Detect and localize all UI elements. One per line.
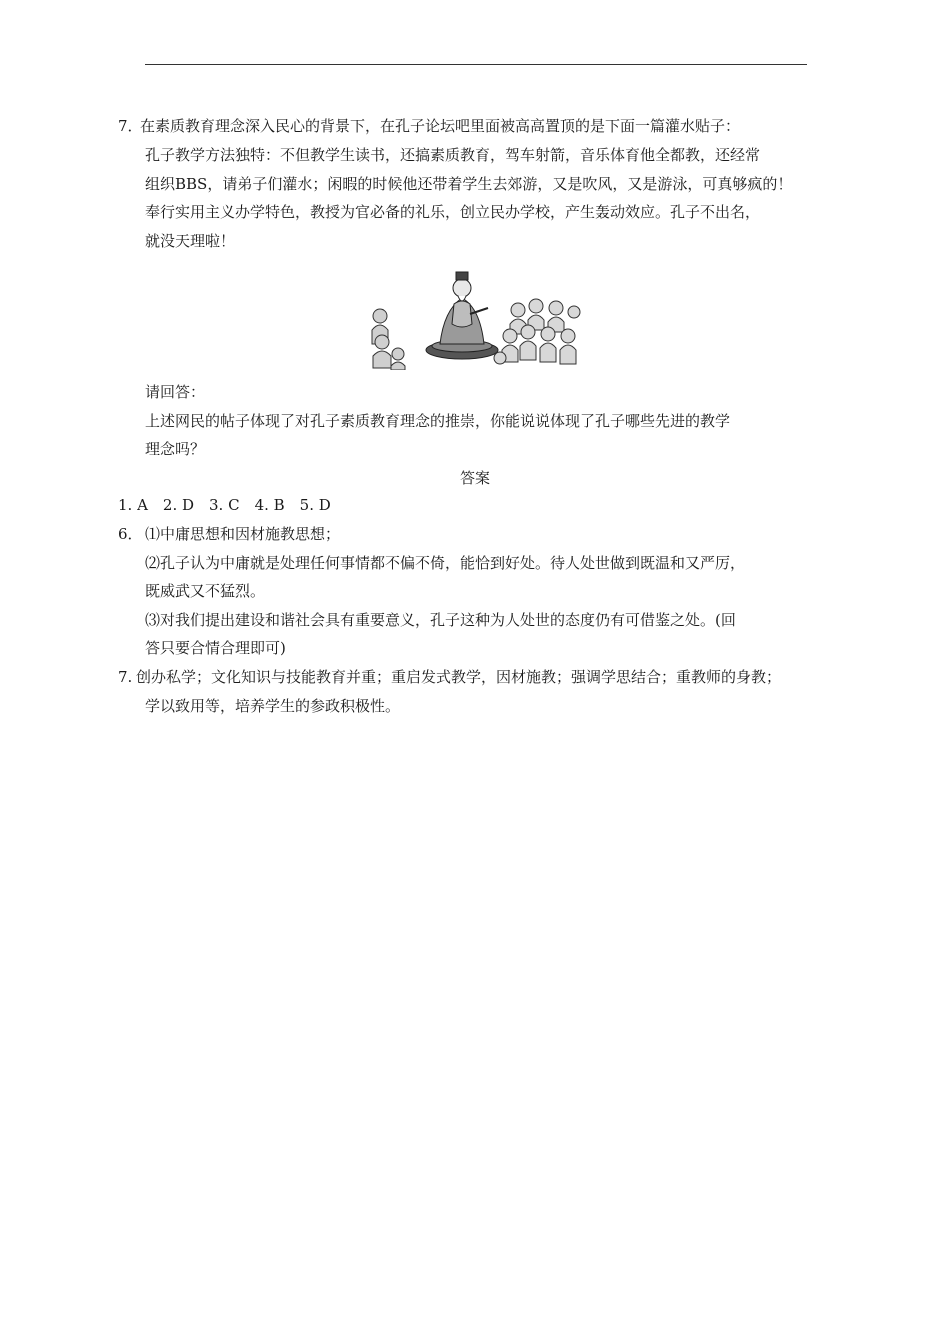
question-line: 理念吗？	[145, 440, 206, 458]
answer-6-part-1: ⑴中庸思想和因材施教思想；	[145, 525, 341, 543]
post-line: 组织BBS，请弟子们灌水；闲暇的时候他还带着学生去郊游，又是吹风，又是游泳，可真够疯的！	[145, 174, 793, 193]
mc-answers: 1. A 2. D 3. C 4. B 5. D	[118, 496, 331, 514]
question-number: 7．	[118, 117, 143, 135]
question-line: 上述网民的帖子体现了对孔子素质教育理念的推崇，你能说说体现了孔子哪些先进的教学	[145, 411, 731, 430]
answer-7-line: 学以致用等，培养学生的参政积极性。	[145, 696, 401, 715]
confucius-teaching-illustration	[370, 258, 582, 370]
answer-6-number: 6．	[118, 525, 143, 543]
answer-6-part-3-line: ⑶对我们提出建设和谐社会具有重要意义，孔子这种为人处世的态度仍有可借鉴之处。(回	[145, 610, 736, 629]
question-intro: 在素质教育理念深入民心的背景下，在孔子论坛吧里面被高高置顶的是下面一篇灌水贴子：	[140, 117, 741, 135]
answer-7-number: 7.	[118, 668, 133, 686]
answer-6-part-2-line: 既威武又不猛烈。	[145, 582, 266, 600]
forum-post	[145, 141, 815, 255]
post-line: 奉行实用主义办学特色，教授为官必备的礼乐，创立民办学校，产生轰动效应。孔子不出名，	[145, 203, 761, 221]
question-7-prompt	[145, 378, 825, 464]
answer-6-part-3-line: 答只要合情合理即可)	[145, 639, 286, 657]
answers-heading: 答案	[459, 469, 490, 487]
post-line: 孔子教学方法独特：不但教学生读书，还搞素质教育，驾车射箭，音乐体育他全都教，还经常	[145, 146, 761, 164]
answer-7-line: 创办私学；文化知识与技能教育并重；重启发式教学，因材施教；强调学思结合；重教师的身教；	[136, 668, 782, 686]
answer-6-part-2-line: ⑵孔子认为中庸就是处理任何事情都不偏不倚，能恰到好处。待人处世做到既温和又严厉，	[145, 553, 746, 572]
answer-6	[145, 520, 815, 663]
post-line: 就没天理啦！	[145, 231, 236, 250]
header-rule	[145, 64, 807, 65]
answer-7	[136, 663, 806, 720]
prompt-label: 请回答：	[145, 383, 206, 401]
